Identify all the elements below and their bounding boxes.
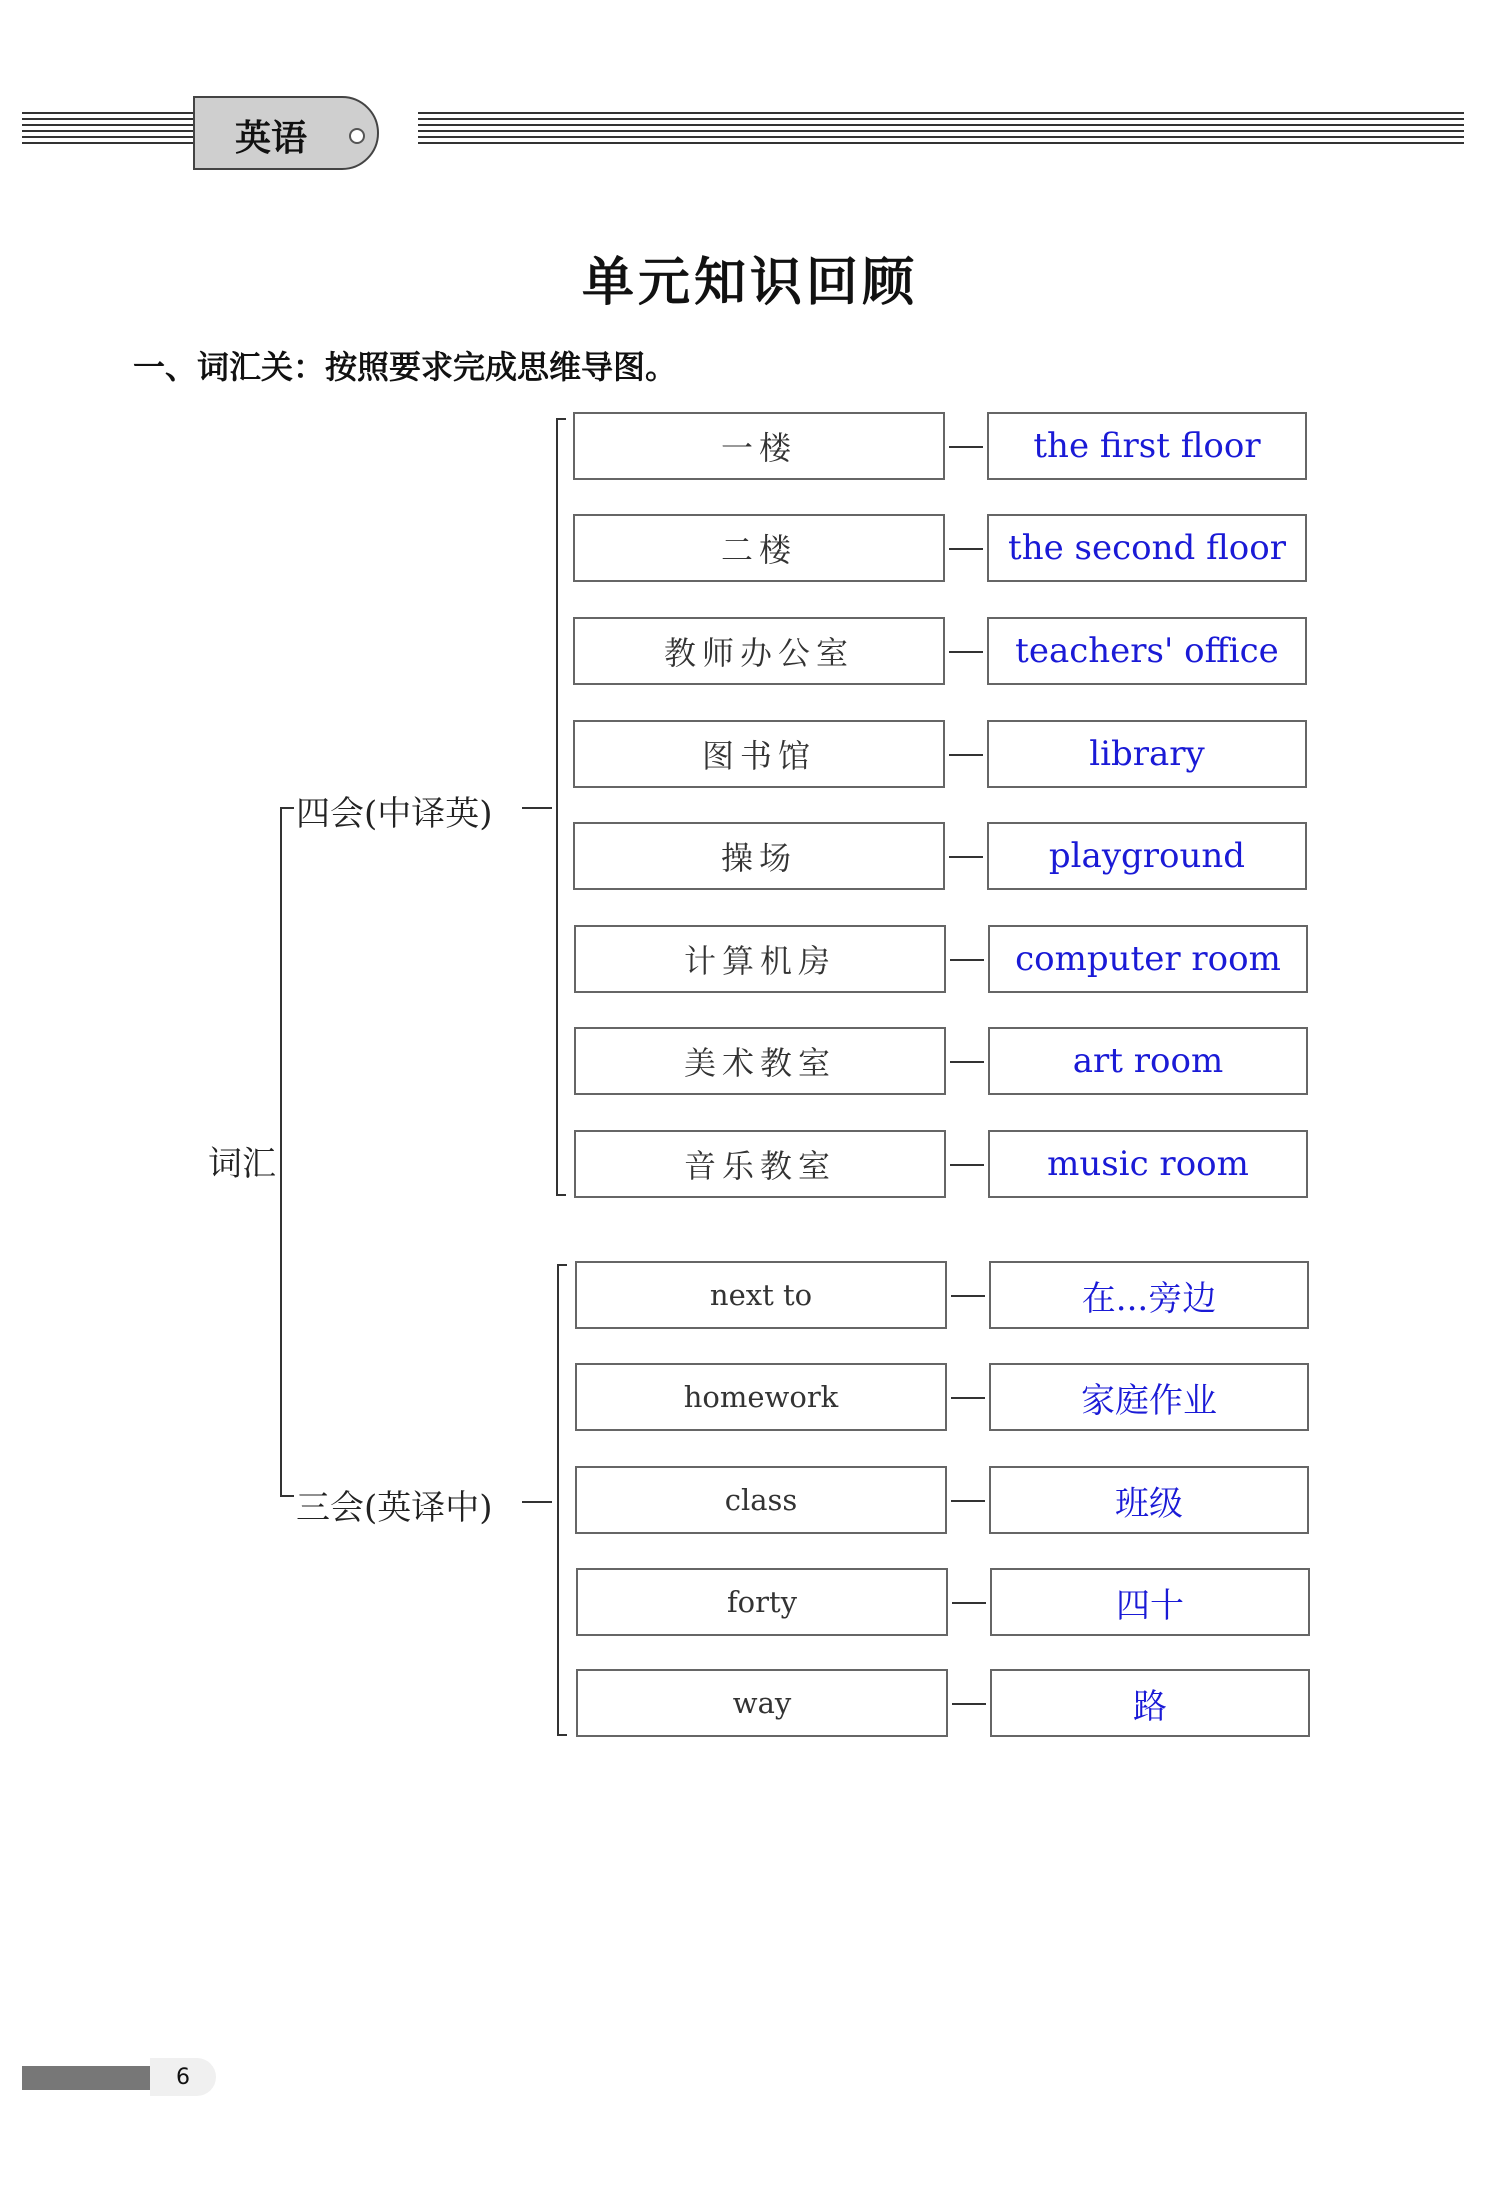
footer-bar <box>22 2066 150 2090</box>
row-dash <box>950 1164 984 1166</box>
row-dash <box>950 1061 984 1063</box>
question-box: homework <box>575 1363 947 1431</box>
question-box: way <box>576 1669 948 1737</box>
mindmap-root: 词汇 <box>208 1144 276 1184</box>
header-lines-left <box>22 112 194 148</box>
group1-label: 四会(中译英) <box>296 794 493 834</box>
answer-box: art room <box>988 1027 1308 1095</box>
answer-box: 家庭作业 <box>989 1363 1309 1431</box>
row-dash <box>949 856 983 858</box>
tab-dot-icon <box>349 128 365 144</box>
group2-bracket <box>557 1264 559 1736</box>
group2-bracket-top <box>557 1264 567 1266</box>
row-dash <box>949 548 983 550</box>
question-box: class <box>575 1466 947 1534</box>
answer-box: library <box>987 720 1307 788</box>
section-heading: 一、词汇关：按照要求完成思维导图。 <box>133 348 678 386</box>
page-title: 单元知识回顾 <box>581 252 918 313</box>
question-box: forty <box>576 1568 948 1636</box>
question-box: 操场 <box>573 822 945 890</box>
answer-box: teachers' office <box>987 617 1307 685</box>
group2-label: 三会(英译中) <box>296 1488 493 1528</box>
row-dash <box>951 1500 985 1502</box>
row-dash <box>949 651 983 653</box>
row-dash <box>950 959 984 961</box>
group1-connector <box>522 807 552 809</box>
question-box: 图书馆 <box>573 720 945 788</box>
answer-box: computer room <box>988 925 1308 993</box>
row-dash <box>951 1295 985 1297</box>
question-box: 教师办公室 <box>573 617 945 685</box>
question-box: 二楼 <box>573 514 945 582</box>
group1-bracket <box>556 418 558 1196</box>
row-dash <box>952 1602 986 1604</box>
answer-box: playground <box>987 822 1307 890</box>
subject-label: 英语 <box>235 118 308 159</box>
question-box: 计算机房 <box>574 925 946 993</box>
answer-box: the first floor <box>987 412 1307 480</box>
answer-box: the second floor <box>987 514 1307 582</box>
group2-bracket-bottom <box>557 1734 567 1736</box>
answer-box: music room <box>988 1130 1308 1198</box>
group1-bracket-top <box>556 418 566 420</box>
root-branch-bottom <box>280 1495 294 1497</box>
answer-box: 在...旁边 <box>989 1261 1309 1329</box>
row-dash <box>951 1397 985 1399</box>
question-box: next to <box>575 1261 947 1329</box>
root-trunk <box>280 807 282 1497</box>
group1-bracket-bottom <box>556 1194 566 1196</box>
page-number: 6 <box>150 2058 216 2096</box>
answer-box: 路 <box>990 1669 1310 1737</box>
answer-box: 班级 <box>989 1466 1309 1534</box>
subject-tab <box>193 96 379 170</box>
row-dash <box>952 1703 986 1705</box>
row-dash <box>949 446 983 448</box>
question-box: 一楼 <box>573 412 945 480</box>
header-lines-right <box>418 112 1464 148</box>
group2-connector <box>522 1501 552 1503</box>
answer-box: 四十 <box>990 1568 1310 1636</box>
question-box: 音乐教室 <box>574 1130 946 1198</box>
row-dash <box>949 754 983 756</box>
root-branch-top <box>280 807 294 809</box>
question-box: 美术教室 <box>574 1027 946 1095</box>
